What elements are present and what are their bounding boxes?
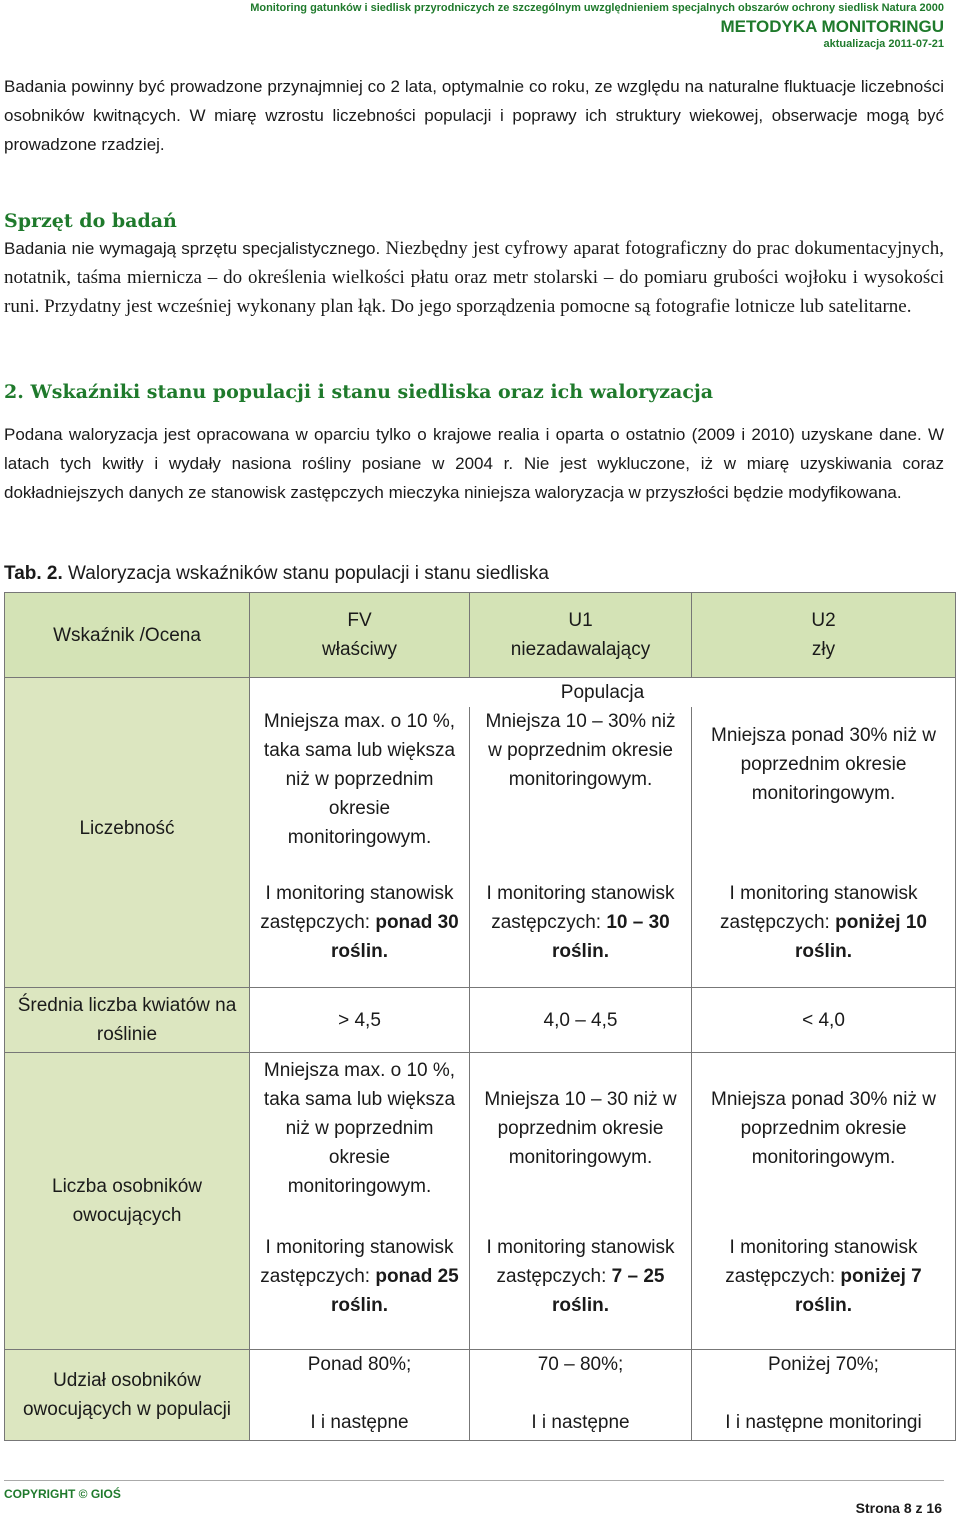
- liczebnosc-u1-first: [470, 857, 692, 988]
- liczebnosc-u2-first: [692, 857, 956, 988]
- u2-code: U2: [811, 610, 836, 631]
- u2-first-text: I monitoring stanowisk zastępczych:: [720, 882, 918, 933]
- valuation-table: [4, 592, 956, 1441]
- owocujace-fv: Mniejsza max. o 10 %, taka sama lub większa niż w poprzednim okresie monitoringowym.: [250, 1053, 470, 1204]
- equipment-heading: Sprzęt do badań: [4, 210, 177, 232]
- section-heading: 2. Wskaźniki stanu populacji i stanu siedliska oraz ich waloryzacja: [4, 381, 714, 403]
- equipment-rest: Niezbędny jest cyfrowy aparat fotograficzny do prac dokumentacyjnych, notatnik, taśma miernicza – do określenia wielkości płatu oraz metr stolarski – do pomiaru grubości wojłoku i wysokości runi. Przydatny jest wcześniej wykonany plan łąk. Do jego sporządzenia pomocne są fotografie lotnicze lub satelitarne.: [4, 238, 944, 317]
- kwiaty-u1: 4,0 – 4,5: [470, 988, 692, 1053]
- table-row: [5, 988, 956, 1053]
- udzial-fv-scope: I i następne: [310, 1412, 409, 1433]
- kwiaty-fv: > 4,5: [250, 988, 470, 1053]
- owocujace-fv-first: [250, 1203, 470, 1350]
- udzial-u2-value: Poniżej 70%;: [768, 1354, 879, 1375]
- equipment-first-sentence: Badania nie wymagają sprzętu specjalistycznego.: [4, 239, 381, 258]
- u1-first-text: I monitoring stanowisk zastępczych:: [486, 882, 675, 933]
- kwiaty-u2: < 4,0: [692, 988, 956, 1053]
- header-update-date: aktualizacja 2011-07-21: [823, 38, 944, 50]
- liczebnosc-label: Liczebność: [5, 678, 250, 858]
- udzial-u1-scope: I i następne: [531, 1412, 630, 1433]
- u2-first-value: poniżej 10 roślin.: [794, 911, 927, 962]
- header-u1: [470, 593, 692, 678]
- table-row: [5, 857, 956, 988]
- fv-first-value: ponad 25 roślin.: [330, 1265, 459, 1316]
- u1-first-value: 10 – 30 roślin.: [551, 911, 670, 962]
- header-indicator: Wskaźnik /Ocena: [5, 593, 250, 678]
- udzial-u1: [470, 1350, 692, 1441]
- liczebnosc-u2: Mniejsza ponad 30% niż w poprzednim okresie monitoringowym.: [692, 707, 956, 857]
- table-caption: [4, 563, 549, 585]
- owocujace-u2: Mniejsza ponad 30% niż w poprzednim okresie monitoringowym.: [692, 1053, 956, 1204]
- owocujace-u1-first: [470, 1203, 692, 1350]
- footer-page-number: Strona 8 z 16: [855, 1500, 942, 1516]
- liczebnosc-label-cont: [5, 857, 250, 988]
- intro-paragraph: Badania powinny być prowadzone przynajmniej co 2 lata, optymalnie co roku, ze względu na naturalne fluktuacje liczebności osobników kwitnących. W miarę wzrostu liczebności populacji i poprawy ich struktury wiekowej, obserwacje mogą być prowadzone rzadziej.: [4, 77, 944, 154]
- owocujace-u2-first: [692, 1203, 956, 1350]
- header-fv: [250, 593, 470, 678]
- udzial-fv: [250, 1350, 470, 1441]
- table-row: [5, 1350, 956, 1441]
- fv-first-value: ponad 30 roślin.: [330, 911, 459, 962]
- fv-first-text: I monitoring stanowisk zastępczych:: [260, 882, 454, 933]
- table-caption-number: Tab. 2.: [4, 563, 63, 584]
- u1-first-value: 7 – 25 roślin.: [551, 1265, 665, 1316]
- table-header-row: [5, 593, 956, 678]
- udzial-u1-value: 70 – 80%;: [537, 1354, 624, 1375]
- liczebnosc-fv: Mniejsza max. o 10 %, taka sama lub większa niż w poprzednim okresie monitoringowym.: [250, 707, 470, 857]
- table-caption-text: Waloryzacja wskaźników stanu populacji i stanu siedliska: [62, 563, 549, 584]
- header-u2: [692, 593, 956, 678]
- footer-divider: [4, 1480, 944, 1481]
- kwiaty-label: Średnia liczba kwiatów na roślinie: [5, 988, 250, 1053]
- liczebnosc-fv-first: [250, 857, 470, 988]
- u2-name: zły: [811, 639, 836, 660]
- udzial-label: Udział osobników owocujących w populacji: [5, 1350, 250, 1441]
- header-project-title: Monitoring gatunków i siedlisk przyrodniczych ze szczególnym uwzględnieniem specjalnych obszarów ochrony siedlisk Natura 2000: [250, 2, 944, 14]
- fv-first-text: I monitoring stanowisk zastępczych:: [260, 1236, 454, 1287]
- u1-code: U1: [568, 610, 593, 631]
- header-methodology: METODYKA MONITORINGU: [720, 17, 944, 36]
- fv-code: FV: [347, 610, 372, 631]
- owocujace-label: Liczba osobników owocujących: [5, 1053, 250, 1350]
- section-paragraph: Podana waloryzacja jest opracowana w oparciu tylko o krajowe realia i oparta o ostatnio (2009 i 2010) uzyskane dane. W latach tych kwitły i wydały nasiona rośliny posiane w 2004 r. Nie jest wykluczone, iż w miarę uzyskiwania coraz dokładniejszych danych ze stanowisk zastępczych mieczyka niniejsza waloryzacja w przyszłości będzie modyfikowana.: [4, 425, 944, 502]
- table-row: [5, 678, 956, 708]
- table-row: [5, 1053, 956, 1204]
- udzial-u2: [692, 1350, 956, 1441]
- equipment-paragraph: [4, 234, 944, 321]
- u1-name: niezadawalający: [510, 639, 651, 660]
- u2-first-text: I monitoring stanowisk zastępczych:: [725, 1236, 918, 1287]
- owocujace-u1: Mniejsza 10 – 30 niż w poprzednim okresie monitoringowym.: [470, 1053, 692, 1204]
- footer-copyright: COPYRIGHT © GIOŚ: [4, 1487, 121, 1501]
- populacja-label: Populacja: [250, 678, 956, 708]
- u2-first-value: poniżej 7 roślin.: [794, 1265, 922, 1316]
- liczebnosc-u1: Mniejsza 10 – 30% niż w poprzednim okresie monitoringowym.: [470, 707, 692, 857]
- fv-name: właściwy: [322, 639, 397, 660]
- u1-first-text: I monitoring stanowisk zastępczych:: [486, 1236, 675, 1287]
- udzial-fv-value: Ponad 80%;: [307, 1354, 412, 1375]
- udzial-u2-scope: I i następne monitoringi: [725, 1412, 922, 1433]
